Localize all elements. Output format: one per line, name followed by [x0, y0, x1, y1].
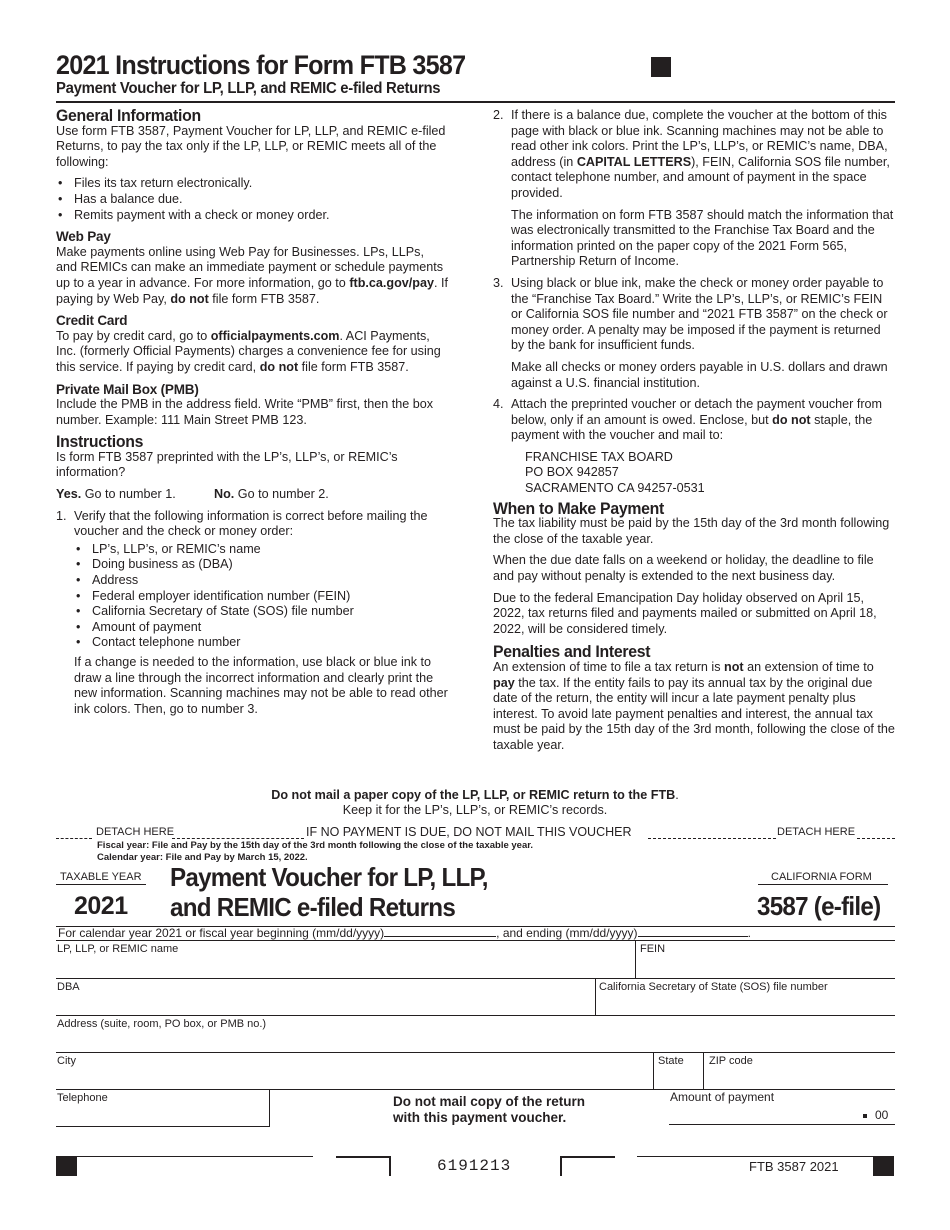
registration-mark: [56, 1156, 77, 1176]
address-field[interactable]: [56, 1016, 895, 1052]
page-subtitle: Payment Voucher for LP, LLP, and REMIC e-filed Returns: [56, 80, 441, 97]
general-info-heading: General Information: [56, 106, 201, 125]
general-intro: Use form FTB 3587, Payment Voucher for LP, LLP, and REMIC e-filed Returns, to pay the tax only if the LP, LLP, or REMIC meets all of the following:: [56, 123, 446, 169]
fein-label: FEIN: [640, 943, 666, 955]
credit-card-heading: Credit Card: [56, 313, 128, 329]
when-p2: When the due date falls on a weekend or holiday, the deadline to file and pay without penalty is extended to the next business day.: [493, 553, 874, 584]
footer-rule: [637, 1156, 873, 1157]
detach-line: DETACH HERE IF NO PAYMENT IS DUE, DO NOT MAIL THIS VOUCHER DETACH HERE: [56, 826, 895, 840]
officialpayments-link[interactable]: officialpayments.com: [210, 328, 340, 343]
list-item: • California Secretary of State (SOS) file number: [74, 604, 448, 620]
instruction-item-4: 4. Attach the preprinted voucher or detach the payment voucher from below, only if an amount is owed. Enclose, but do not staple, the payment with the voucher and mail to: FRANCHISE TAX BOARD PO BOX 942857 SACRAMENTO CA 94257-0531: [493, 397, 895, 497]
city-field[interactable]: [56, 1053, 652, 1089]
do-not-mail-copy: Do not mail copy of the return with this payment voucher.: [393, 1094, 586, 1125]
form-number: 3587 (e-file): [757, 891, 881, 921]
filing-deadlines: Fiscal year: File and Pay by the 15th day of the 3rd month following the close of the taxable year. Calendar year: File and Pay by March 15, 2022.: [97, 840, 534, 863]
list-item: • Address: [74, 573, 448, 589]
instructions-list-right: [493, 108, 895, 497]
instruction-item-2: 2. If there is a balance due, complete the voucher at the bottom of this page with black or blue ink. Scanning machines may not be able to read other ink colors. Print the LP’s, LLP’s, or REMIC’s name, DBA, address (in CAPITAL LETTERS), FEIN, California SOS file number, contact telephone number, and amount of payment in the space provided. The information on form FTB 3587 should match the information that was electronically transmitted to the Franchise Tax Board and the information printed on the paper copy of the 2021 Form 565, Partnership Return of Income.: [493, 108, 894, 269]
dba-label: DBA: [57, 981, 80, 993]
decimal-point: [863, 1114, 867, 1118]
california-form-label: CALIFORNIA FORM: [771, 871, 872, 883]
fiscal-begin-field[interactable]: [384, 926, 496, 937]
state-label: State: [658, 1055, 684, 1067]
amount-of-payment-field[interactable]: [669, 1108, 895, 1125]
list-item: • Files its tax return electronically.: [56, 176, 448, 192]
credit-card-text: To pay by credit card, go to officialpayments.com. ACI Payments, Inc. (formerly Official Payments) charges a convenience fee for using this service. If paying by credit card, do not file form FTB 3587.: [56, 328, 441, 374]
scan-corner-left: [336, 1156, 391, 1176]
scan-code: 6191213: [437, 1157, 512, 1175]
general-bullets: [56, 176, 448, 223]
entity-name-field[interactable]: [56, 941, 634, 978]
list-item: • Remits payment with a check or money order.: [56, 208, 448, 224]
list-item: • Amount of payment: [74, 620, 448, 636]
when-heading: When to Make Payment: [493, 498, 665, 518]
instructions-list-left: [56, 509, 448, 718]
sos-label: California Secretary of State (SOS) file number: [599, 981, 828, 993]
registration-mark: [651, 57, 671, 77]
scan-corner-right: [560, 1156, 615, 1176]
list-item: • Federal employer identification number (FEIN): [74, 589, 448, 605]
header-rule: [56, 101, 895, 103]
penalties-text: An extension of time to file a tax return is not an extension of time to pay the tax. If the entity fails to pay its annual tax by the original due date of the return, the entity will incur a late payment penalty plus interest. To avoid late payment penalties and interest, the annual tax must be paid by the 15th day of the 3rd month, following the close of the taxable year.: [493, 660, 895, 752]
verify-bullets: [74, 542, 448, 651]
when-p3: Due to the federal Emancipation Day holiday observed on April 15, 2022, tax returns filed and payments mailed or submitted on April 18, 2022, will be considered timely.: [493, 590, 877, 636]
tax-year: 2021: [74, 892, 128, 920]
voucher-title: Payment Voucher for LP, LLP, and REMIC e-filed Returns: [170, 862, 488, 922]
tax-period-line: For calendar year 2021 or fiscal year beginning (mm/dd/yyyy) , and ending (mm/dd/yyyy) .: [58, 926, 751, 940]
city-label: City: [57, 1055, 76, 1067]
left-column: [56, 108, 448, 723]
fein-field[interactable]: [636, 941, 895, 978]
state-field[interactable]: [654, 1053, 703, 1089]
zip-label: ZIP code: [709, 1055, 753, 1067]
penalties-heading: Penalties and Interest: [493, 642, 651, 662]
instructions-heading: Instructions: [56, 432, 144, 452]
fiscal-end-field[interactable]: [638, 926, 748, 937]
webpay-link[interactable]: ftb.ca.gov/pay: [349, 275, 434, 290]
webpay-text: Make payments online using Web Pay for Businesses. LPs, LLPs, and REMICs can make an immediate payment or schedule payments up to a year in advance. For more information, go to ftb.ca.gov/pay. If paying by Web Pay, do not file form FTB 3587.: [56, 244, 448, 306]
when-p1: The tax liability must be paid by the 15th day of the 3rd month following the close of the taxable year.: [493, 516, 890, 546]
dba-field[interactable]: [56, 979, 594, 1015]
webpay-heading: Web Pay: [56, 229, 111, 245]
mailing-address: FRANCHISE TAX BOARD PO BOX 942857 SACRAMENTO CA 94257-0531: [525, 449, 705, 496]
mail-notice: Do not mail a paper copy of the LP, LLP, or REMIC return to the FTB. Keep it for the LP’s, LLP’s, or REMIC’s records.: [271, 788, 679, 817]
registration-mark: [873, 1156, 894, 1176]
telephone-label: Telephone: [57, 1092, 108, 1104]
address-label: Address (suite, room, PO box, or PMB no.): [57, 1018, 267, 1030]
taxable-year-label: TAXABLE YEAR: [60, 871, 142, 883]
telephone-field[interactable]: [56, 1090, 270, 1127]
zip-code-field[interactable]: [704, 1053, 895, 1089]
footer-form-id: FTB 3587 2021: [749, 1159, 839, 1174]
page-title: 2021 Instructions for Form FTB 3587: [56, 50, 466, 80]
right-column: [493, 108, 895, 760]
ca-form-rule: [758, 884, 888, 885]
cents: 00: [875, 1108, 889, 1122]
taxable-year-rule: [56, 884, 146, 885]
list-item: • Doing business as (DBA): [74, 557, 448, 573]
footer-rule: [77, 1156, 313, 1157]
yes-no-line: Yes. Go to number 1. No. Go to number 2.: [56, 487, 329, 502]
instruction-item-3: 3. Using black or blue ink, make the check or money order payable to the “Franchise Tax Board.” Write the LP’s, LLP’s, or REMIC’s FEIN or California SOS file number and “2021 FTB 3587” on the check or money order. A penalty may be imposed if the payment is returned by the bank for insufficient funds. Make all checks or money orders payable in U.S. dollars and drawn against a U.S. financial institution.: [493, 275, 888, 390]
entity-name-label: LP, LLP, or REMIC name: [57, 943, 179, 955]
sos-file-number-field[interactable]: [596, 979, 895, 1015]
amount-label: Amount of payment: [670, 1090, 775, 1104]
instruction-item-1: 1. Verify that the following information is correct before mailing the voucher and the check or money order: • LP’s, LLP’s, or REMIC’s name • Doing business as (DBA) • Address • Federal employer identification number (FEIN) • California Secretary of State (SOS) file number • Amount of payment • Contact telephone number If a change is needed to the information, use black or blue ink to draw a line through the incorrect information and clearly print the new information. Scanning machines may not be able to read other ink colors. Then, go to number 3.: [56, 509, 448, 718]
pmb-text: Include the PMB in the address field. Write “PMB” first, then the box number. Example: 111 Main Street PMB 123.: [56, 397, 434, 427]
list-item: • LP’s, LLP’s, or REMIC’s name: [74, 542, 448, 558]
instructions-question: Is form FTB 3587 preprinted with the LP’s, LLP’s, or REMIC’s information?: [56, 449, 398, 480]
list-item: • Has a balance due.: [56, 192, 448, 208]
list-item: • Contact telephone number: [74, 635, 448, 651]
pmb-heading: Private Mail Box (PMB): [56, 381, 199, 397]
header: [56, 50, 496, 98]
